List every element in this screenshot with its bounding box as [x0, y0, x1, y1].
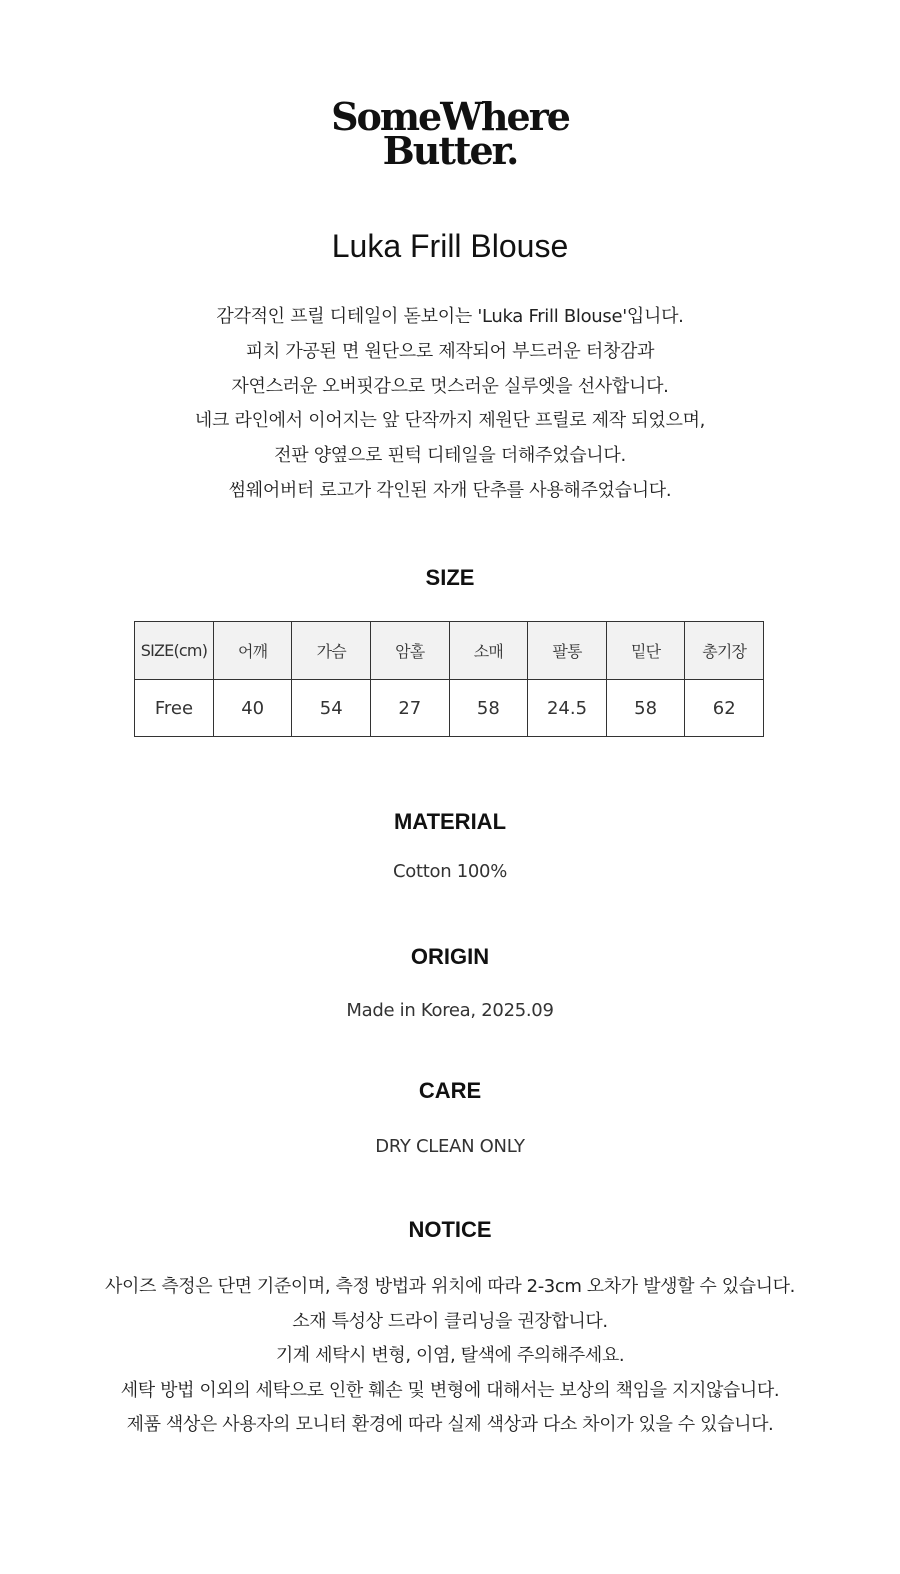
size-header-cell: SIZE(cm) [135, 622, 214, 680]
logo-line-1: SomeWhere [331, 94, 569, 139]
logo-line-2: Butter. [382, 128, 518, 173]
origin-value: Made in Korea, 2025.09 [346, 1000, 554, 1021]
size-cell: 58 [449, 680, 528, 737]
notice-line: 세탁 방법 이외의 세탁으로 인한 훼손 및 변형에 대해서는 보상의 책임을 지지않습니다. [120, 1379, 780, 1401]
size-cell: Free [135, 680, 214, 737]
notice-line: 제품 색상은 사용자의 모니터 환경에 따라 실제 색상과 다소 차이가 있을 수 있습니다. [126, 1414, 774, 1436]
size-cell: 62 [685, 680, 764, 737]
size-cell: 40 [213, 680, 292, 737]
size-header-cell: 어깨 [213, 622, 292, 680]
brand-logo [0, 94, 900, 173]
size-cell: 54 [292, 680, 371, 737]
notice-heading: NOTICE [408, 1217, 492, 1242]
product-title: Luka Frill Blouse [331, 228, 569, 264]
material-value: Cotton 100% [393, 861, 507, 882]
product-description [0, 300, 900, 509]
size-header-cell: 암홀 [371, 622, 450, 680]
description-line: 전판 양옆으로 핀턱 디테일을 더해주었습니다. [274, 445, 626, 467]
size-heading: SIZE [425, 565, 475, 590]
size-header-cell: 가슴 [292, 622, 371, 680]
description-line: 자연스러운 오버핏감으로 멋스러운 실루엣을 선사합니다. [231, 375, 669, 397]
material-heading: MATERIAL [393, 809, 507, 834]
size-table-header-row [135, 622, 764, 680]
description-line: 네크 라인에서 이어지는 앞 단작까지 제원단 프릴로 제작 되었으며, [194, 410, 706, 432]
description-line: 감각적인 프릴 디테일이 돋보이는 'Luka Frill Blouse'입니다. [216, 306, 684, 327]
table-row [135, 680, 764, 737]
size-cell: 58 [606, 680, 685, 737]
size-cell: 24.5 [528, 680, 607, 737]
notice-line: 소재 특성상 드라이 클리닝을 권장합니다. [292, 1310, 608, 1332]
size-cell: 27 [371, 680, 450, 737]
size-header-cell: 밑단 [606, 622, 685, 680]
care-heading: CARE [418, 1078, 482, 1103]
size-table [134, 621, 764, 737]
care-value: DRY CLEAN ONLY [375, 1136, 525, 1157]
description-line: 피치 가공된 면 원단으로 제작되어 부드러운 터창감과 [245, 340, 655, 362]
size-header-cell: 소매 [449, 622, 528, 680]
notice-line: 기계 세탁시 변형, 이염, 탈색에 주의해주세요. [275, 1345, 625, 1367]
size-header-cell: 총기장 [685, 622, 764, 680]
origin-heading: ORIGIN [410, 944, 490, 969]
notice-list [0, 1270, 900, 1443]
description-line: 썸웨어버터 로고가 각인된 자개 단추를 사용해주었습니다. [228, 479, 672, 501]
notice-line: 사이즈 측정은 단면 기준이며, 측정 방법과 위치에 따라 2-3cm 오차가 발생할 수 있습니다. [105, 1276, 795, 1297]
size-header-cell: 팔통 [528, 622, 607, 680]
